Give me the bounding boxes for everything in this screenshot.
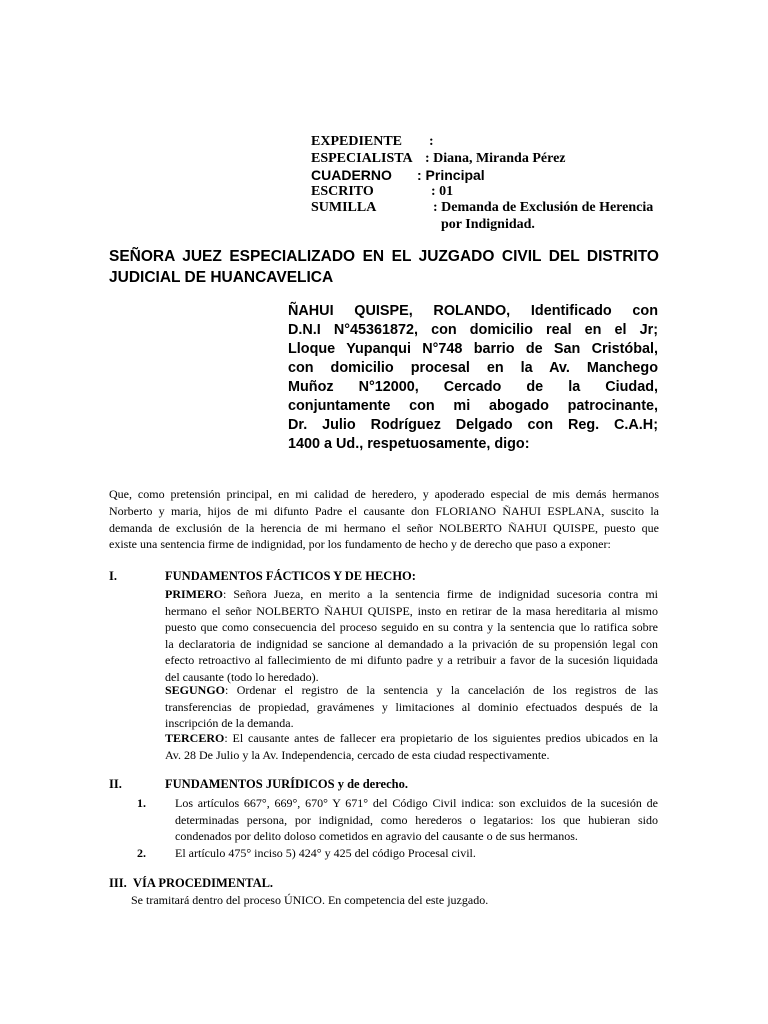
section-3-title: VÍA PROCEDIMENTAL. [133, 876, 274, 890]
intro-line: demanda de exclusión de la herencia de mi hermano el señor NOLBERTO ÑAHUI QUISPE, puesto que [109, 520, 659, 535]
section-2-title: FUNDAMENTOS JURÍDICOS y de derecho. [165, 777, 408, 791]
list-item [137, 845, 658, 862]
sumilla-label: SUMILLA [311, 200, 377, 215]
expediente-label: EXPEDIENTE [311, 134, 403, 149]
segundo-line: inscripción de la demanda. [165, 716, 294, 731]
intro-line: Que, como pretensión principal, en mi calidad de heredero, y apoderado especial de mis demás hermanos [109, 487, 659, 501]
list-item-line: determinadas persona, por indignidad, como herederos o legatarios: los que hubieran sido [175, 812, 658, 827]
list-item-line: condenados por delito doloso cometidos en agravio del causante o de sus hermanos. [175, 829, 578, 844]
primero-line: del causante (todo lo heredado). [165, 669, 319, 684]
addressee [109, 246, 659, 288]
primero-paragraph [165, 586, 658, 686]
section-1-title: FUNDAMENTOS FÁCTICOS Y DE HECHO: [165, 569, 416, 583]
tercero-label: TERCERO [165, 731, 225, 745]
section-1-heading [109, 569, 416, 584]
primero-line: hermano el señor NOLBERTO ÑAHUI QUISPE, insto en retirar de la masa hereditaria al mismo [165, 603, 658, 618]
especialista-value: : Diana, Miranda Pérez [425, 150, 566, 166]
intro-line: Norberto y maria, hijos de mi difunto Padre el causante don FLORIANO ÑAHUI ESPLANA, suscito la [109, 503, 659, 518]
intro-paragraph [109, 486, 659, 553]
petitioner-line: Lloque Yupanqui N°748 barrio de San Cristóbal, [288, 341, 658, 357]
primero-line: efecto retroactivo al fallecimiento de mi difunto padre y a retribuir a favor de la sucesión liquidada [165, 653, 658, 668]
sumilla-value-2: por Indignidad. [441, 216, 535, 232]
section-2-number: II. [109, 777, 122, 791]
primero-line: puesto que como consecuencia del proceso seguido en su contra y la sentencia que lo ratifica sobre [165, 620, 658, 635]
escrito-row [311, 184, 671, 201]
addressee-line-2: JUDICIAL DE HUANCAVELICA [109, 269, 334, 286]
petitioner-line: conjuntamente con mi abogado patrocinante, [288, 398, 658, 414]
sumilla-row-2 [311, 217, 671, 234]
petitioner-line: Muñoz N°12000, Cercado de la Ciudad, [288, 379, 658, 395]
petitioner-line: ÑAHUI QUISPE, ROLANDO, Identificado con [288, 303, 658, 319]
petitioner-line: con domicilio procesal en la Av. Manchego [288, 360, 658, 376]
section-3-text: Se tramitará dentro del proceso ÚNICO. En competencia del este juzgado. [131, 893, 489, 907]
cuaderno-row [311, 167, 671, 184]
petitioner-line: D.N.I N°45361872, con domicilio real en el Jr; [288, 322, 658, 338]
cuaderno-value: : Principal [417, 167, 485, 183]
tercero-line: : El causante antes de fallecer era propietario de los siguientes predios ubicados en la [224, 731, 658, 745]
escrito-label: ESCRITO [311, 183, 374, 199]
segundo-line: transferencias de propiedad, gravámenes y limitaciones al dominio efectuados después de la [165, 699, 658, 714]
list-marker: 1. [137, 796, 146, 810]
addressee-line-1: SEÑORA JUEZ ESPECIALIZADO EN EL JUZGADO CIVIL DEL DISTRITO [109, 248, 659, 265]
list-item [137, 795, 658, 845]
primero-line: la declaratoria de indignidad se sancione al demandado a la privación de su propensión legal con [165, 636, 658, 651]
section-3-number: III. [109, 876, 127, 890]
sumilla-value-1: : Demanda de Exclusión de Herencia [433, 200, 654, 215]
section-3-heading [109, 876, 273, 891]
section-2-heading [109, 777, 408, 792]
tercero-paragraph [165, 730, 658, 763]
list-marker: 2. [137, 846, 146, 860]
especialista-label: ESPECIALISTA [311, 150, 413, 166]
expediente-row [311, 134, 671, 151]
cuaderno-label: CUADERNO [311, 167, 392, 183]
escrito-value: : 01 [431, 183, 454, 199]
primero-label: PRIMERO [165, 587, 223, 601]
section-1-number: I. [109, 569, 117, 583]
intro-line: existe una sentencia firme de indignidad, por los fundamento de hecho y de derecho que paso a exponer: [109, 537, 611, 552]
tercero-line: Av. 28 De Julio y la Av. Independencia, cercado de esta ciudad respectivamente. [165, 747, 550, 762]
petitioner-block [288, 302, 658, 454]
petitioner-line: Dr. Julio Rodríguez Delgado con Reg. C.A.H; [288, 417, 658, 433]
list-item-line: El artículo 475° inciso 5) 424° y 425 del código Procesal civil. [175, 846, 476, 860]
petitioner-line: 1400 a Ud., respetuosamente, digo: [288, 436, 530, 452]
case-header [311, 134, 671, 233]
segundo-paragraph [165, 682, 658, 732]
primero-line: : Señora Jueza, en merito a la sentencia firme de indignidad sucesoria contra mi [223, 587, 658, 601]
segundo-line: : Ordenar el registro de la sentencia y la cancelación de los registros de las [225, 683, 658, 697]
segundo-label: SEGUNGO [165, 683, 226, 697]
list-item-line: Los artículos 667°, 669°, 670° Y 671° del Código Civil indica: son excluidos de la sucesión de [175, 796, 658, 810]
expediente-value: : [429, 134, 434, 149]
sumilla-row [311, 200, 671, 217]
especialista-row [311, 151, 671, 168]
